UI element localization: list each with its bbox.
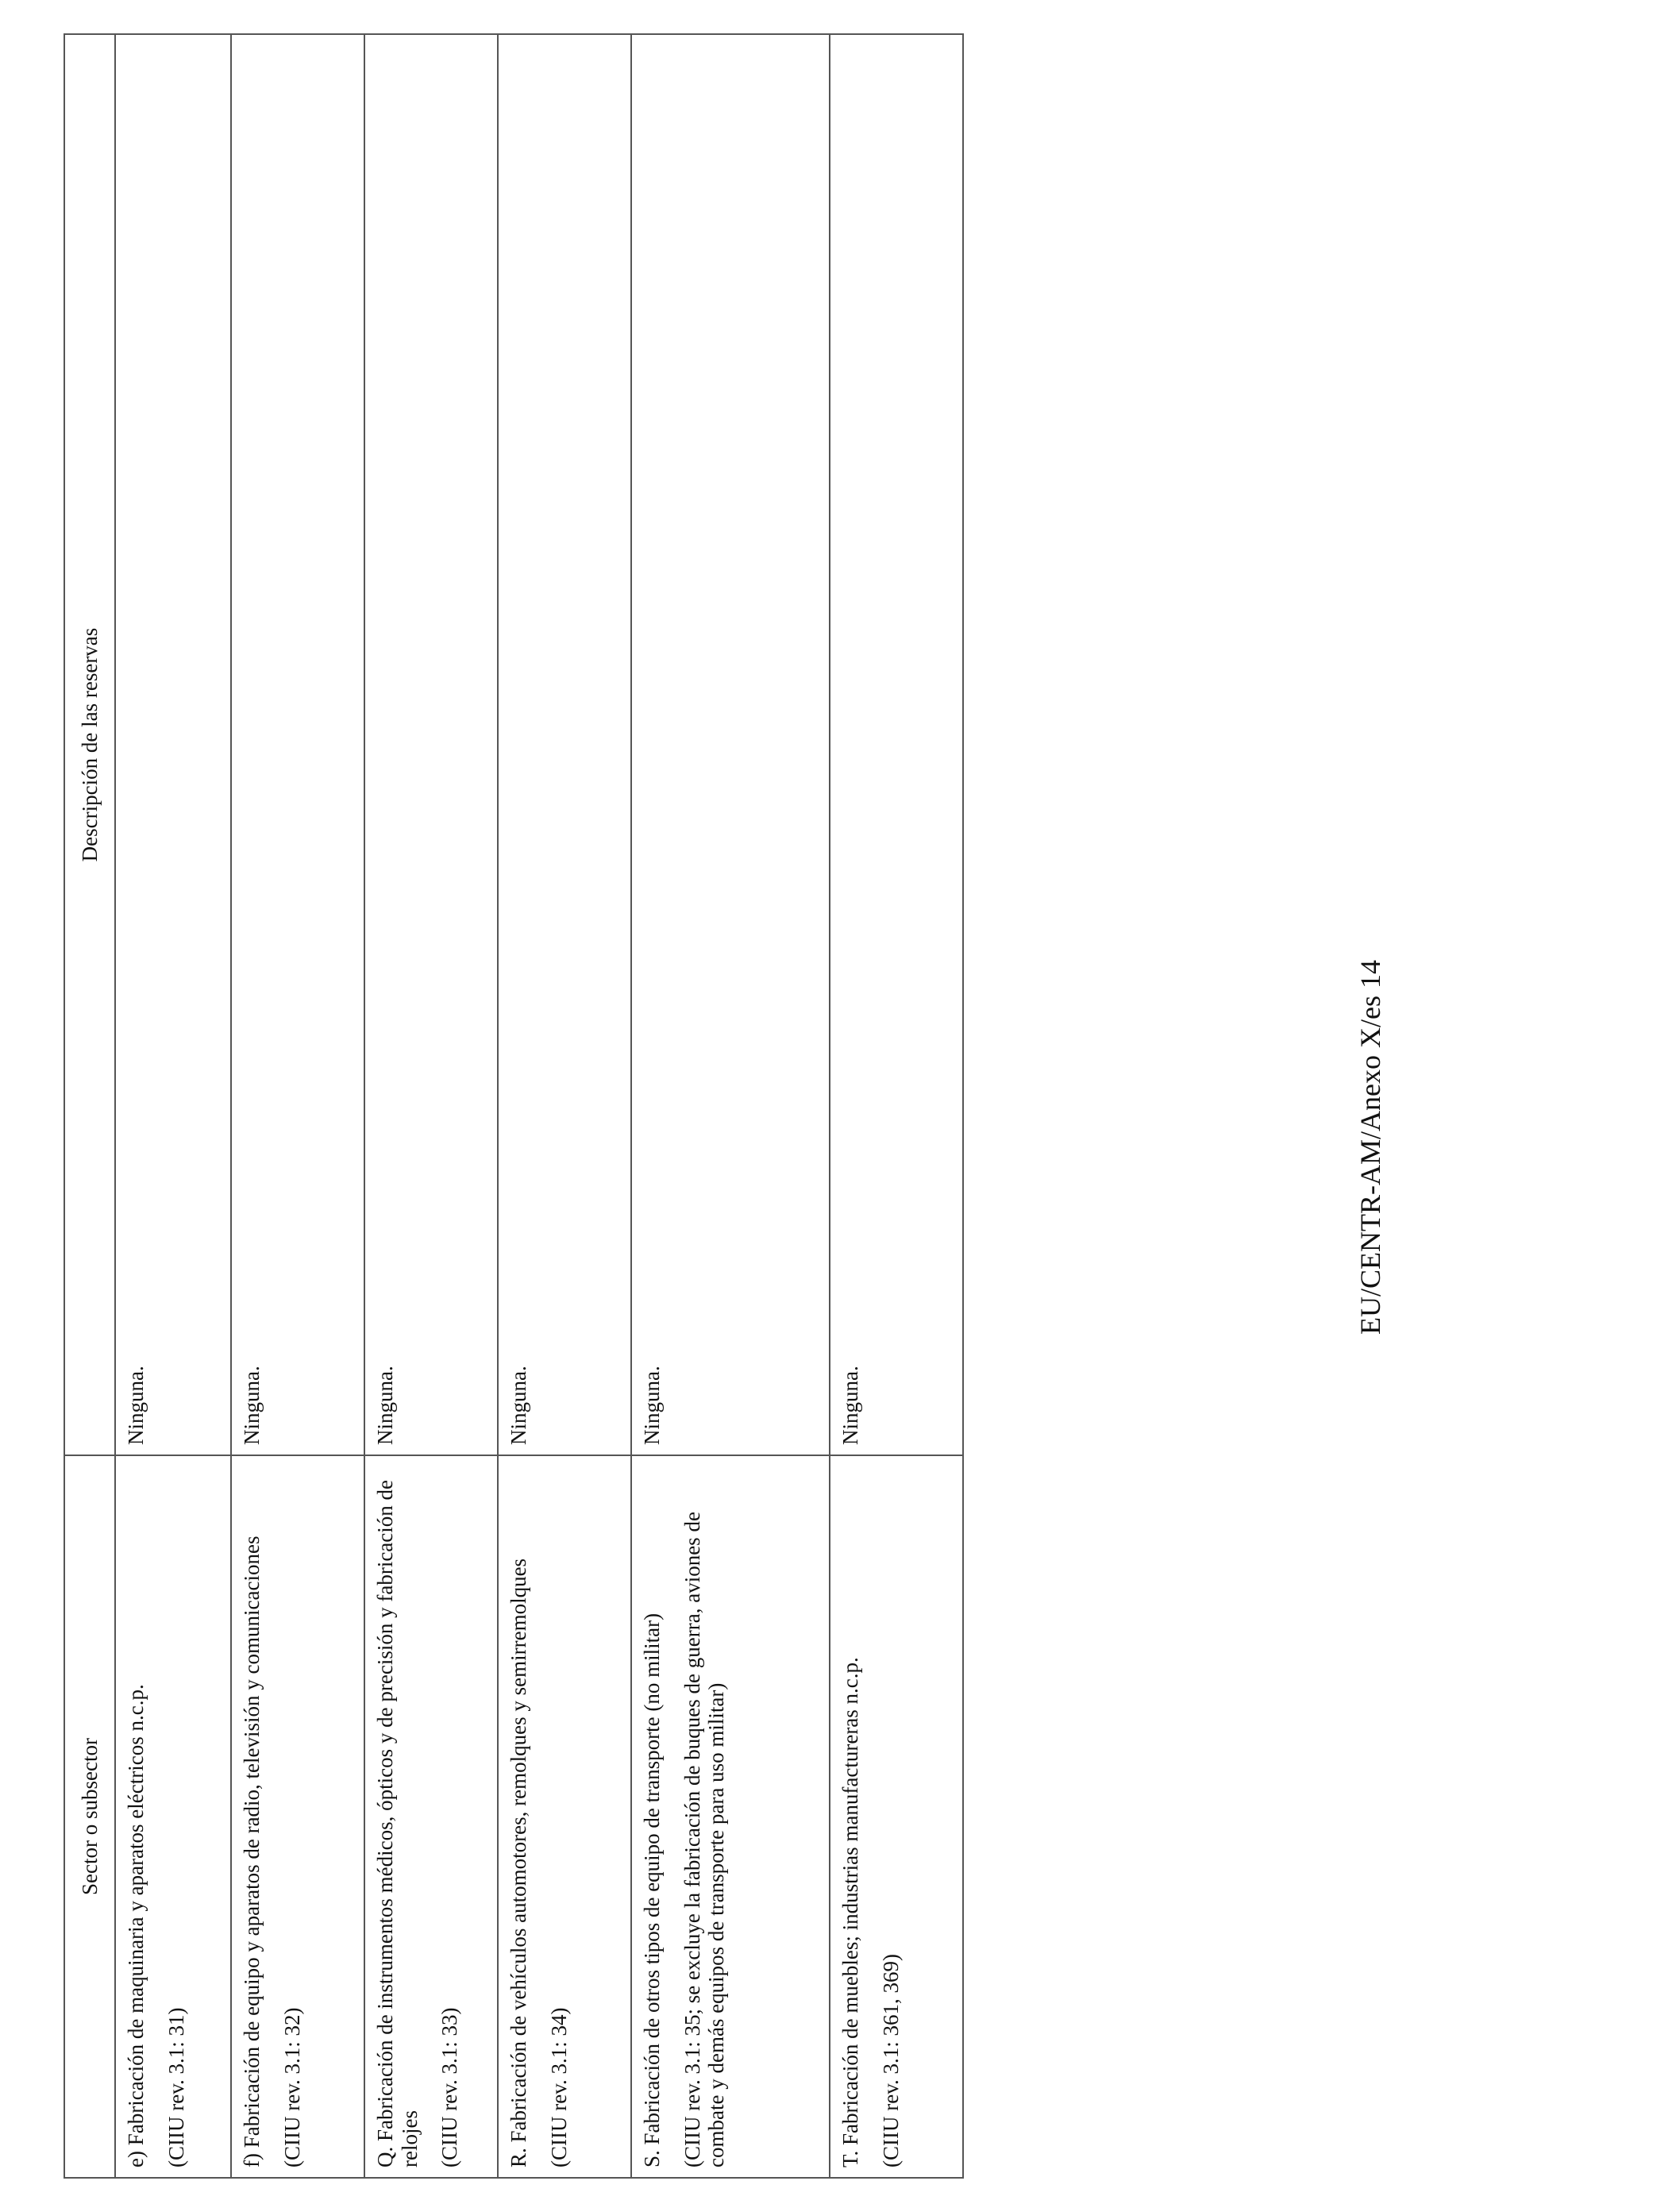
sector-code: (CIIU rev. 3.1: 35; se excluye la fabricación de buques de guerra, aviones de combate y demás equipos de transporte para uso militar) bbox=[680, 1512, 728, 2167]
table-header-row bbox=[64, 34, 115, 2178]
header-reservas: Descripción de las reservas bbox=[64, 34, 115, 1455]
table-row bbox=[231, 34, 364, 2178]
sector-title: R. Fabricación de vehículos automotores, remolques y semirremolques bbox=[507, 1558, 530, 2167]
sector-title: T. Fabricación de muebles; industrias manufactureras n.c.p. bbox=[838, 1657, 862, 2167]
sector-code: (CIIU rev. 3.1: 34) bbox=[546, 2007, 571, 2167]
sector-title: S. Fabricación de otros tipos de equipo de transporte (no militar) bbox=[640, 1613, 664, 2167]
table-row bbox=[498, 34, 631, 2178]
reservations-table bbox=[64, 33, 964, 2179]
sector-cell bbox=[115, 1455, 231, 2178]
sector-cell bbox=[631, 1455, 830, 2178]
sector-cell bbox=[364, 1455, 498, 2178]
sector-code: (CIIU rev. 3.1: 32) bbox=[279, 2007, 304, 2167]
sector-code: (CIIU rev. 3.1: 33) bbox=[437, 2007, 461, 2167]
table-row bbox=[115, 34, 231, 2178]
sector-code: (CIIU rev. 3.1: 31) bbox=[164, 2007, 188, 2167]
sector-title: f) Fabricación de equipo y aparatos de radio, televisión y comunicaciones bbox=[240, 1535, 264, 2167]
reserva-cell: Ninguna. bbox=[364, 34, 498, 1455]
reserva-cell: Ninguna. bbox=[631, 34, 830, 1455]
sector-cell bbox=[231, 1455, 364, 2178]
header-sector: Sector o subsector bbox=[64, 1455, 115, 2178]
table-row bbox=[364, 34, 498, 2178]
table-row bbox=[631, 34, 830, 2178]
sector-cell bbox=[498, 1455, 631, 2178]
sector-cell bbox=[830, 1455, 963, 2178]
reserva-cell: Ninguna. bbox=[115, 34, 231, 1455]
reserva-cell: Ninguna. bbox=[498, 34, 631, 1455]
sector-code: (CIIU rev. 3.1: 361, 369) bbox=[878, 1954, 903, 2167]
document-reference: EU/CENTR-AM/Anexo X/es 14 bbox=[1354, 960, 1386, 1335]
reserva-cell: Ninguna. bbox=[231, 34, 364, 1455]
reserva-cell: Ninguna. bbox=[830, 34, 963, 1455]
sector-title: e) Fabricación de maquinaria y aparatos eléctricos n.c.p. bbox=[124, 1684, 148, 2167]
table-row bbox=[830, 34, 963, 2178]
sector-title: Q. Fabricación de instrumentos médicos, ópticos y de precisión y fabricación de relojes bbox=[373, 1479, 422, 2167]
